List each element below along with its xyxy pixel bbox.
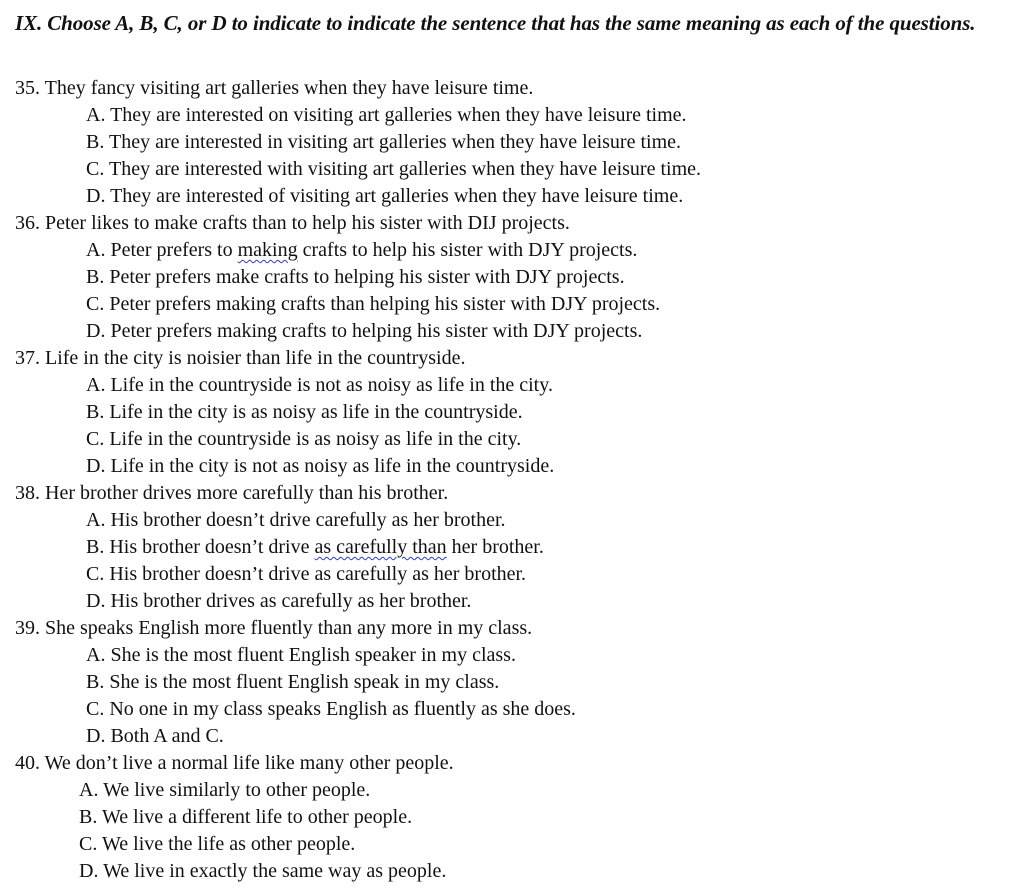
question-35-option-c: C. They are interested with visiting art galleries when they have leisure time. bbox=[86, 158, 701, 180]
question-39-option-c: C. No one in my class speaks English as fluently as she does. bbox=[86, 698, 576, 720]
section-heading: IX. Choose A, B, C, or D to indicate to indicate the sentence that has the same meaning as each of the questions. bbox=[15, 11, 976, 35]
question-35-option-a: A. They are interested on visiting art galleries when they have leisure time. bbox=[86, 104, 687, 126]
question-37-option-a: A. Life in the countryside is not as noisy as life in the city. bbox=[86, 374, 553, 396]
question-38-option-b: B. His brother doesn’t drive as carefully than her brother. bbox=[86, 536, 544, 558]
question-40-option-c: C. We live the life as other people. bbox=[79, 833, 356, 855]
question-37-option-b: B. Life in the city is as noisy as life in the countryside. bbox=[86, 401, 523, 423]
question-36-option-a: A. Peter prefers to making crafts to help his sister with DJY projects. bbox=[86, 239, 638, 261]
question-36-stem: 36. Peter likes to make crafts than to help his sister with DIJ projects. bbox=[15, 212, 570, 234]
question-38-option-c: C. His brother doesn’t drive as carefully as her brother. bbox=[86, 563, 527, 585]
question-35-option-d: D. They are interested of visiting art galleries when they have leisure time. bbox=[86, 185, 684, 207]
question-38-option-a: A. His brother doesn’t drive carefully as her brother. bbox=[86, 509, 506, 531]
question-39-option-b: B. She is the most fluent English speak in my class. bbox=[86, 671, 500, 693]
question-38-option-d: D. His brother drives as carefully as her brother. bbox=[86, 590, 472, 612]
question-36-option-b: B. Peter prefers make crafts to helping his sister with DJY projects. bbox=[86, 266, 625, 288]
question-40-option-d: D. We live in exactly the same way as people. bbox=[79, 860, 447, 882]
spellcheck-underline: as carefully than bbox=[314, 536, 447, 558]
spellcheck-underline: making bbox=[237, 239, 298, 261]
question-37-stem: 37. Life in the city is noisier than life in the countryside. bbox=[15, 347, 466, 369]
question-39-option-d: D. Both A and C. bbox=[86, 725, 224, 747]
question-39-option-a: A. She is the most fluent English speaker in my class. bbox=[86, 644, 516, 666]
question-37-option-c: C. Life in the countryside is as noisy as life in the city. bbox=[86, 428, 522, 450]
question-40-option-a: A. We live similarly to other people. bbox=[79, 779, 371, 801]
question-36-option-c: C. Peter prefers making crafts than helping his sister with DJY projects. bbox=[86, 293, 661, 315]
question-35-stem: 35. They fancy visiting art galleries when they have leisure time. bbox=[15, 77, 534, 99]
question-39-stem: 39. She speaks English more fluently than any more in my class. bbox=[15, 617, 533, 639]
question-35-option-b: B. They are interested in visiting art galleries when they have leisure time. bbox=[86, 131, 681, 153]
question-40-stem: 40. We don’t live a normal life like many other people. bbox=[15, 752, 454, 774]
question-36-option-d: D. Peter prefers making crafts to helping his sister with DJY projects. bbox=[86, 320, 643, 342]
question-40-option-b: B. We live a different life to other people. bbox=[79, 806, 413, 828]
question-37-option-d: D. Life in the city is not as noisy as life in the countryside. bbox=[86, 455, 555, 477]
question-38-stem: 38. Her brother drives more carefully than his brother. bbox=[15, 482, 449, 504]
